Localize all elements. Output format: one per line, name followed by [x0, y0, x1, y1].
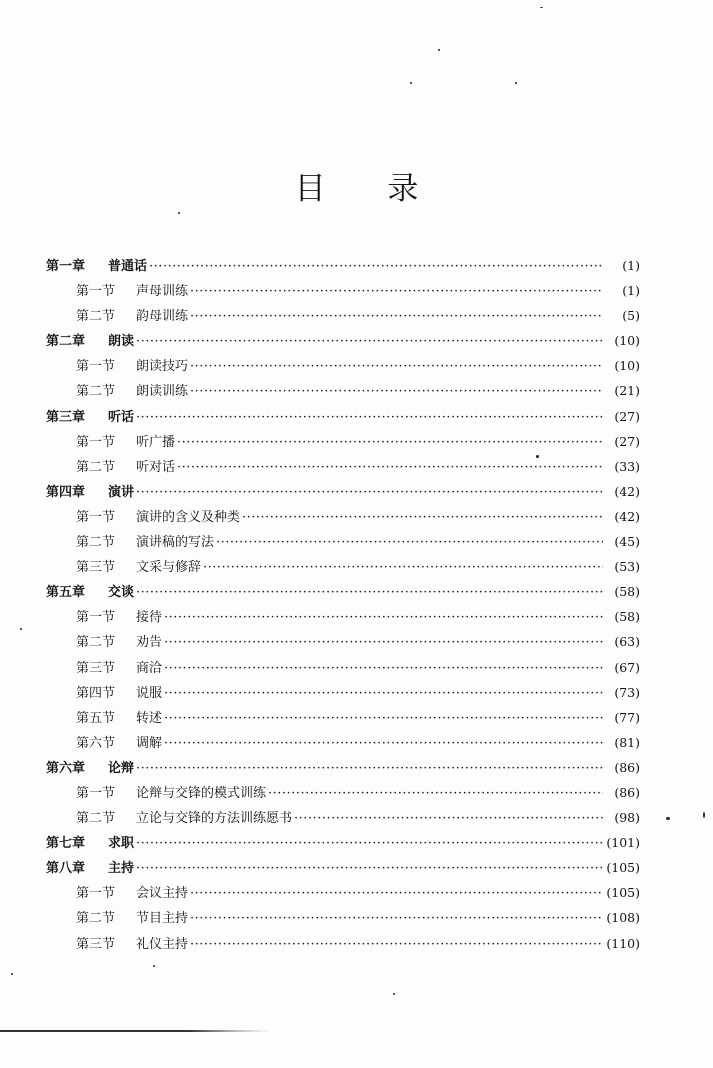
toc-section-row	[46, 880, 640, 905]
toc-leader-dots	[136, 756, 603, 781]
toc-entry-label: 第四节	[76, 685, 116, 701]
toc-page-number: (86)	[614, 759, 640, 775]
toc-page-number: (81)	[614, 734, 640, 750]
toc-section-row	[46, 529, 640, 554]
toc-page-number: (27)	[614, 408, 640, 424]
toc-chapter-row	[46, 755, 640, 780]
toc-leader-dots	[164, 630, 603, 655]
toc-entry-title: 接待	[136, 610, 163, 626]
toc-leader-dots	[190, 881, 603, 906]
toc-leader-dots	[164, 681, 603, 706]
table-of-contents	[46, 253, 640, 956]
toc-section-row	[46, 353, 640, 378]
toc-section-row	[46, 604, 640, 629]
toc-chapter-row	[46, 830, 640, 855]
toc-entry-title: 论辩与交锋的模式训练	[136, 785, 267, 801]
toc-section-row	[46, 931, 640, 956]
toc-page-number: (58)	[614, 609, 640, 625]
toc-entry-title: 说服	[136, 685, 163, 701]
toc-entry-title: 礼仪主持	[136, 936, 189, 952]
toc-section-row	[46, 705, 640, 730]
toc-page-number: (1)	[622, 283, 640, 299]
toc-leader-dots	[190, 379, 603, 404]
toc-page-number: (53)	[614, 559, 640, 575]
toc-entry-label: 第四章	[46, 484, 86, 500]
toc-page-number: (10)	[614, 358, 640, 374]
toc-page-number: (27)	[614, 433, 640, 449]
scan-speck	[20, 628, 22, 630]
toc-page-number: (1)	[622, 258, 640, 273]
toc-page-number: (86)	[614, 784, 640, 800]
toc-entry-title: 求职	[108, 836, 135, 852]
toc-leader-dots	[136, 480, 603, 505]
toc-section-row	[46, 655, 640, 680]
toc-leader-dots	[136, 580, 603, 605]
toc-leader-dots	[136, 856, 603, 881]
toc-page-number: (110)	[606, 935, 640, 951]
toc-entry-label: 第七章	[46, 836, 86, 852]
toc-leader-dots	[203, 555, 603, 580]
toc-page-number: (108)	[606, 910, 640, 926]
toc-leader-dots	[136, 405, 603, 430]
toc-entry-label: 第三节	[76, 936, 116, 952]
toc-leader-dots	[190, 304, 603, 329]
toc-section-row	[46, 805, 640, 830]
scan-speck	[515, 82, 517, 84]
toc-leader-dots	[216, 530, 603, 555]
toc-entry-label: 第五章	[46, 585, 86, 601]
toc-entry-title: 文采与修辞	[136, 560, 202, 576]
toc-entry-label: 第二节	[76, 535, 116, 551]
toc-entry-title: 会议主持	[136, 886, 189, 902]
scan-speck	[536, 455, 539, 458]
toc-entry-title: 朗读技巧	[136, 359, 189, 375]
toc-leader-dots	[164, 706, 603, 731]
toc-entry-label: 第五节	[76, 710, 116, 726]
toc-leader-dots	[190, 932, 603, 957]
toc-page-number: (105)	[606, 860, 640, 876]
toc-entry-label: 第一节	[76, 284, 116, 300]
toc-chapter-row	[46, 404, 640, 429]
toc-section-row	[46, 504, 640, 529]
toc-entry-label: 第二章	[46, 334, 86, 350]
toc-leader-dots	[190, 354, 603, 379]
toc-page-number: (77)	[614, 709, 640, 725]
toc-leader-dots	[190, 279, 603, 304]
toc-entry-label: 第三节	[76, 660, 116, 676]
toc-entry-title: 交谈	[108, 585, 135, 601]
toc-entry-label: 第一章	[46, 259, 86, 274]
toc-entry-title: 主持	[108, 861, 135, 877]
toc-entry-label: 第六节	[76, 735, 116, 751]
scan-speck	[11, 973, 13, 975]
toc-entry-label: 第六章	[46, 760, 86, 776]
toc-leader-dots	[294, 806, 603, 831]
toc-entry-label: 第一节	[76, 359, 116, 375]
toc-chapter-row	[46, 479, 640, 504]
toc-leader-dots	[242, 505, 603, 530]
toc-page-number: (42)	[614, 508, 640, 524]
toc-entry-title: 演讲	[108, 484, 135, 500]
toc-page-number: (58)	[614, 584, 640, 600]
page-title: 目 录	[294, 171, 445, 207]
toc-page-number: (101)	[606, 835, 640, 851]
toc-entry-label: 第二节	[76, 635, 116, 651]
toc-leader-dots	[164, 731, 603, 756]
toc-entry-title: 论辩	[108, 760, 135, 776]
scan-speck	[393, 993, 395, 995]
toc-page-number: (33)	[614, 458, 640, 474]
toc-chapter-row	[46, 855, 640, 880]
toc-entry-title: 听话	[108, 409, 135, 425]
toc-entry-title: 听广播	[136, 434, 176, 450]
scan-speck	[703, 812, 705, 818]
scan-speck	[540, 7, 543, 8]
toc-leader-dots	[177, 455, 603, 480]
toc-entry-label: 第三节	[76, 560, 116, 576]
toc-page-number: (21)	[614, 383, 640, 399]
toc-entry-title: 转述	[136, 710, 163, 726]
toc-entry-label: 第八章	[46, 861, 86, 877]
toc-entry-title: 商洽	[136, 660, 163, 676]
scan-speck	[153, 965, 155, 967]
toc-entry-title: 立论与交锋的方法训练愿书	[136, 811, 293, 827]
toc-chapter-row	[46, 328, 640, 353]
toc-entry-label: 第一节	[76, 610, 116, 626]
toc-section-row	[46, 378, 640, 403]
toc-entry-title: 朗读	[108, 334, 135, 350]
toc-section-row	[46, 730, 640, 755]
toc-section-row	[46, 629, 640, 654]
toc-leader-dots	[149, 254, 603, 279]
toc-entry-label: 第二节	[76, 309, 116, 325]
toc-page-number: (105)	[606, 885, 640, 901]
toc-section-row	[46, 303, 640, 328]
toc-section-row	[46, 680, 640, 705]
toc-leader-dots	[164, 605, 603, 630]
toc-entry-title: 调解	[136, 735, 163, 751]
toc-leader-dots	[177, 430, 603, 455]
toc-page-number: (10)	[614, 333, 640, 349]
toc-leader-dots	[164, 656, 603, 681]
scan-speck	[438, 49, 440, 51]
toc-page-number: (98)	[614, 810, 640, 826]
toc-page-number: (45)	[614, 534, 640, 550]
toc-entry-label: 第二节	[76, 384, 116, 400]
toc-section-row	[46, 905, 640, 930]
toc-entry-title: 韵母训练	[136, 309, 189, 325]
toc-entry-title: 节目主持	[136, 911, 189, 927]
toc-chapter-row	[46, 579, 640, 604]
toc-entry-label: 第一节	[76, 785, 116, 801]
toc-entry-title: 劝告	[136, 635, 163, 651]
toc-section-row	[46, 278, 640, 303]
toc-entry-label: 第一节	[76, 509, 116, 525]
toc-entry-title: 声母训练	[136, 284, 189, 300]
toc-page-number: (67)	[614, 659, 640, 675]
scan-speck	[410, 82, 412, 84]
scan-speck	[666, 817, 670, 820]
bottom-rule	[0, 1030, 270, 1032]
toc-entry-title: 朗读训练	[136, 384, 189, 400]
toc-entry-label: 第三章	[46, 409, 86, 425]
toc-entry-title: 普通话	[108, 259, 148, 274]
toc-section-row	[46, 429, 640, 454]
toc-page-number: (5)	[622, 308, 640, 324]
toc-entry-label: 第一节	[76, 886, 116, 902]
toc-page-number: (42)	[614, 483, 640, 499]
toc-section-row	[46, 780, 640, 805]
toc-entry-label: 第二节	[76, 911, 116, 927]
toc-page-number: (73)	[614, 684, 640, 700]
toc-entry-title: 听对话	[136, 459, 176, 475]
toc-leader-dots	[136, 329, 603, 354]
toc-entry-title: 演讲稿的写法	[136, 535, 215, 551]
toc-section-row	[46, 554, 640, 579]
toc-section-row	[46, 454, 640, 479]
toc-entry-label: 第二节	[76, 459, 116, 475]
toc-chapter-row	[46, 253, 640, 278]
toc-entry-title: 演讲的含义及种类	[136, 509, 241, 525]
scan-speck	[178, 212, 180, 214]
toc-entry-label: 第一节	[76, 434, 116, 450]
toc-page-number: (63)	[614, 634, 640, 650]
toc-entry-label: 第二节	[76, 811, 116, 827]
toc-leader-dots	[268, 781, 603, 806]
toc-leader-dots	[136, 831, 603, 856]
toc-leader-dots	[190, 906, 603, 931]
